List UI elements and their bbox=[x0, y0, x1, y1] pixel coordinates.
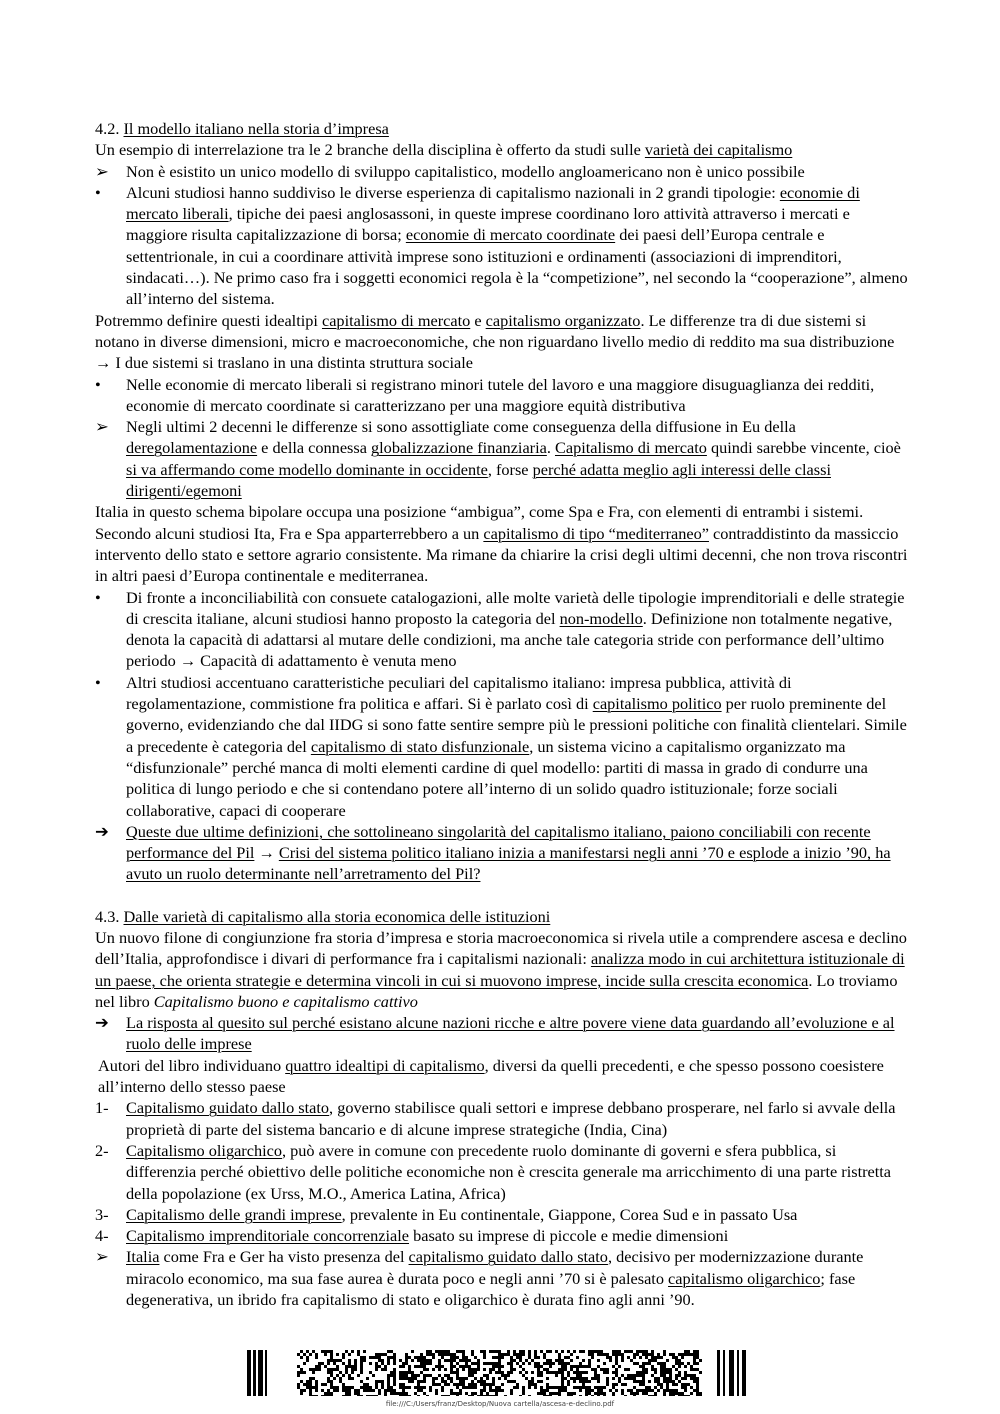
list-item: ➢ Italia come Fra e Ger ha visto presenza del capitalismo guidato dallo stato, decisivo per modernizzazione durante miracolo economico, ma sua fase aurea è durata poco e negli anni ’70 si è palesato capitalismo oligarchico; fase degenerativa, un ibrido fra capitalismo di stato e oligarchico è durata fino agli anni ’90. bbox=[95, 1247, 864, 1310]
bold-arrow-icon: ➔ bbox=[95, 821, 109, 841]
list-item: 4- Capitalismo imprenditoriale concorrenziale basato su imprese di piccole e medie dimensioni bbox=[95, 1226, 729, 1246]
arrowhead-bullet-icon: ➢ bbox=[95, 417, 109, 437]
arrowhead-bullet-icon: ➢ bbox=[95, 161, 109, 181]
document-page bbox=[95, 118, 910, 1310]
bullet-icon: • bbox=[95, 182, 101, 202]
list-item: 3- Capitalismo delle grandi imprese, prevalente in Eu continentale, Giappone, Corea Sud e in passato Usa bbox=[95, 1204, 798, 1224]
section-title: Il modello italiano nella storia d’impresa bbox=[123, 119, 389, 138]
section-number: 4.2. bbox=[95, 119, 120, 138]
list-item: • Nelle economie di mercato liberali si registrano minori tutele del lavoro e una maggiore disuguaglianza dei redditi, economie di mercato coordinate si caratterizzano per una maggiore equità distributiva bbox=[95, 374, 875, 415]
right-arrow-icon: → bbox=[179, 651, 197, 671]
list-item: 2- Capitalismo oligarchico, può avere in comune con precedente ruolo dominante di governi e sfera pubblica, si differenzia perché obiettivo delle politiche economiche non è crescita generale ma arricchimento di una parte ristretta della popolazione (ex Urss, M.O., America Latina, Africa) bbox=[95, 1140, 892, 1203]
list-item: • Alcuni studiosi hanno suddiviso le diverse esperienza di capitalismo nazionali in 2 grandi tipologie: economie di mercato liberali, tipiche dei paesi anglosassoni, in queste imprese coordinano loro attività attraverso i mercati e maggiore risulta capitalizzazione di borsa; economie di mercato coordinate dei paesi dell’Europa centrale e settentrionale, in cui a coordinare attività imprese sono istituzioni e ordinamenti (associazioni di imprenditori, sindacati…). Ne primo caso fra i soggetti economici regola è la “competizione”, nel secondo la “cooperazione”, almeno all’interno del sistema. bbox=[95, 182, 908, 309]
list-item: ➔ La risposta al quesito sul perché esistano alcune nazioni ricche e altre povere viene data guardando all’evoluzione e al ruolo delle imprese bbox=[95, 1013, 895, 1054]
list-item: 1- Capitalismo guidato dallo stato, governo stabilisce quali settori e imprese debbano prosperare, nel farlo si avvale della proprietà di parte del sistema bancario e di alcune imprese strategiche (India, Cina) bbox=[95, 1098, 896, 1139]
bold-arrow-icon: ➔ bbox=[95, 1013, 109, 1033]
list-item: • Di fronte a inconciliabilità con consuete catalogazioni, alle molte varietà delle tipologie imprenditoriali e delle strategie di crescita italiane, alcuni studiosi hanno proposto la categoria del non-modello. Definizione non totalmente negative, denota la capacità di adattarsi al mutare delle condizioni, ma anche tale categoria stride con performance dell’ultimo periodo → Capacità di adattamento è venuta meno bbox=[95, 587, 905, 671]
paragraph: Autori del libro individuano quattro idealtipi di capitalismo, diversi da quelli precedenti, e che spesso possono coesistere all’interno dello stesso paese bbox=[98, 1055, 884, 1097]
bullet-icon: • bbox=[95, 374, 101, 394]
bullet-icon: • bbox=[95, 587, 101, 607]
list-item: ➢ Negli ultimi 2 decenni le differenze si sono assottigliate come conseguenza della diffusione in Eu della deregolamentazione e della connessa globalizzazione finanziaria. Capitalismo di mercato quindi sarebbe vincente, cioè si va affermando come modello dominante in occidente, forse perché adatta meglio agli interessi delle classi dirigenti/egemoni bbox=[95, 417, 901, 501]
paragraph: Un nuovo filone di congiunzione fra storia d’impresa e storia macroeconomica si rivela utile a comprendere ascesa e declino dell’Italia, approfondisce i divari di performance fra i capitalismi nazionali: analizza modo in cui architettura istituzionale di un paese, che orienta strategie e determina vincoli in cui si muovono imprese, incide sulla crescita economica. Lo troviamo nel libro Capitalismo buono e capitalismo cattivo bbox=[95, 927, 907, 1011]
right-arrow-icon: → bbox=[95, 353, 112, 373]
section-title: Dalle varietà di capitalismo alla storia economica delle istituzioni bbox=[123, 906, 551, 926]
arrowhead-bullet-icon: ➢ bbox=[95, 1247, 109, 1267]
section-number: 4.3. bbox=[95, 906, 120, 926]
file-path-caption: file:///C:/Users/franz/Desktop/Nuova cartella/ascesa-e-declino.pdf bbox=[385, 1400, 615, 1408]
section-heading bbox=[95, 118, 910, 139]
section-heading bbox=[95, 906, 910, 927]
list-item: ➢ Non è esistito un unico modello di sviluppo capitalistico, modello angloamericano non è unico possibile bbox=[95, 161, 805, 181]
list-item: ➔ Queste due ultime definizioni, che sottolineano singolarità del capitalismo italiano, paiono conciliabili con recente performance del Pil → Crisi del sistema politico italiano inizia a manifestarsi negli anni ’70 e esplode a inizio ’90, ha avuto un ruolo determinante nell’arretramento del Pil? bbox=[95, 821, 891, 884]
barcode-icon bbox=[247, 1350, 762, 1396]
bullet-icon: • bbox=[95, 672, 101, 692]
right-arrow-icon: → bbox=[258, 843, 275, 863]
paragraph: Potremmo definire questi idealtipi capitalismo di mercato e capitalismo organizzato. Le differenze tra di due sistemi si notano in diverse dimensioni, micro e macroeconomiche, che non riguardano livello medio di reddito ma sua distribuzione → I due sistemi si traslano in una distinta struttura sociale bbox=[95, 310, 895, 373]
list-item: • Altri studiosi accentuano caratteristiche peculiari del capitalismo italiano: impresa pubblica, attività di regolamentazione, commistione fra politica e affari. Si è parlato così di capitalismo politico per ruolo preminente del governo, evidenziando che dal IIDG si sono fatte sentire sempre più le pressioni politiche con finalità clientelari. Simile a precedente è categoria del capitalismo di stato disfunzionale, un sistema vicino a capitalismo organizzato ma “disfunzionale” perché manca di molti elementi cardine di quel modello: partiti di massa in grado di condurre una politica di lungo periodo e che si contendano potere all’interno di un solido quadro istituzionale; forze sociali collaborative, capaci di cooperare bbox=[95, 672, 907, 820]
paragraph: Italia in questo schema bipolare occupa una posizione “ambigua”, come Spa e Fra, con elementi di entrambi i sistemi. Secondo alcuni studiosi Ita, Fra e Spa apparterrebbero a un capitalismo di tipo “mediterraneo” contraddistinto da massiccio intervento dello stato e settore agrario consistente. Ma rimane da chiarire la crisi degli ultimi decenni, che non trova riscontri in altri paesi d’Europa continentale e mediterranea. bbox=[95, 502, 908, 586]
paragraph: Un esempio di interrelazione tra le 2 branche della disciplina è offerto da studi sulle varietà dei capitalismo bbox=[95, 140, 793, 160]
